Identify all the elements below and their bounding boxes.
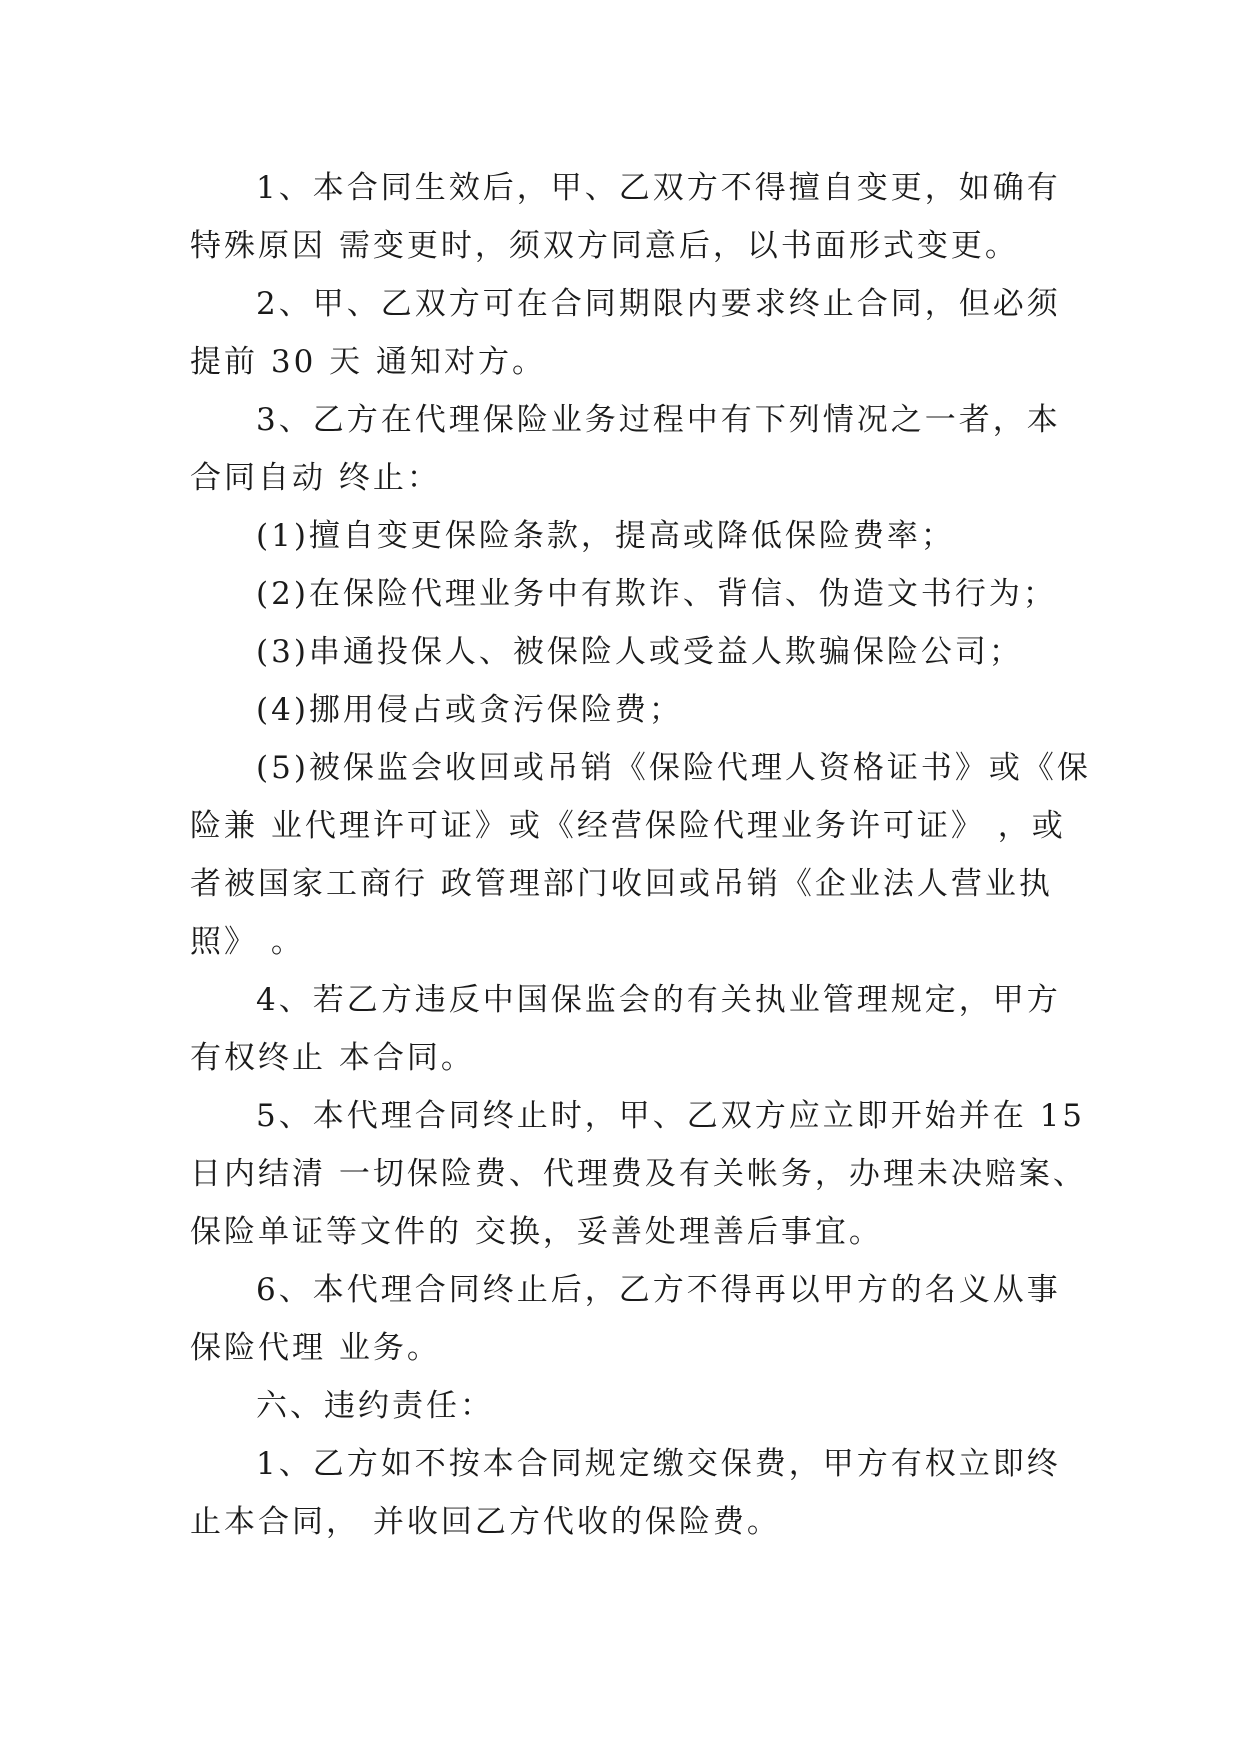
text-line: 保险代理 业务。 xyxy=(190,1330,441,1366)
text-line: (2)在保险代理业务中有欺诈、背信、伪造文书行为； xyxy=(256,576,1057,612)
text-line: (5)被保监会收回或吊销《保险代理人资格证书》或《保 xyxy=(256,750,1091,786)
text-line: 2、甲、乙双方可在合同期限内要求终止合同，但必须 xyxy=(256,286,1061,322)
text-line: 1、本合同生效后，甲、乙双方不得擅自变更，如确有 xyxy=(256,170,1061,206)
text-line: 6、本代理合同终止后，乙方不得再以甲方的名义从事 xyxy=(256,1272,1061,1308)
text-line: 4、若乙方违反中国保监会的有关执业管理规定，甲方 xyxy=(256,982,1061,1018)
text-line: 日内结清 一切保险费、代理费及有关帐务，办理未决赔案、 xyxy=(190,1156,1087,1192)
text-line: 合同自动 终止： xyxy=(190,460,441,496)
text-line: 特殊原因 需变更时，须双方同意后，以书面形式变更。 xyxy=(190,228,1019,264)
text-line: (4)挪用侵占或贪污保险费； xyxy=(256,692,683,728)
section-heading: 六、违约责任： xyxy=(256,1388,494,1424)
text-line: 照》 。 xyxy=(190,924,305,960)
text-line: 保险单证等文件的 交换，妥善处理善后事宜。 xyxy=(190,1214,883,1250)
text-line: 1、乙方如不按本合同规定缴交保费，甲方有权立即终 xyxy=(256,1446,1061,1482)
text-line: 者被国家工商行 政管理部门收回或吊销《企业法人营业执 xyxy=(190,866,1053,902)
text-line: 3、乙方在代理保险业务过程中有下列情况之一者，本 xyxy=(256,402,1061,438)
text-line: 5、本代理合同终止时，甲、乙双方应立即开始并在 15 xyxy=(256,1098,1086,1134)
text-line: (1)擅自变更保险条款，提高或降低保险费率； xyxy=(256,518,955,554)
text-line: (3)串通投保人、被保险人或受益人欺骗保险公司； xyxy=(256,634,1023,670)
text-line: 险兼 业代理许可证》或《经营保险代理业务许可证》 ，或 xyxy=(190,808,1066,844)
text-line: 有权终止 本合同。 xyxy=(190,1040,475,1076)
text-line: 止本合同， 并收回乙方代收的保险费。 xyxy=(190,1504,781,1540)
text-line: 提前 30 天 通知对方。 xyxy=(190,344,547,380)
